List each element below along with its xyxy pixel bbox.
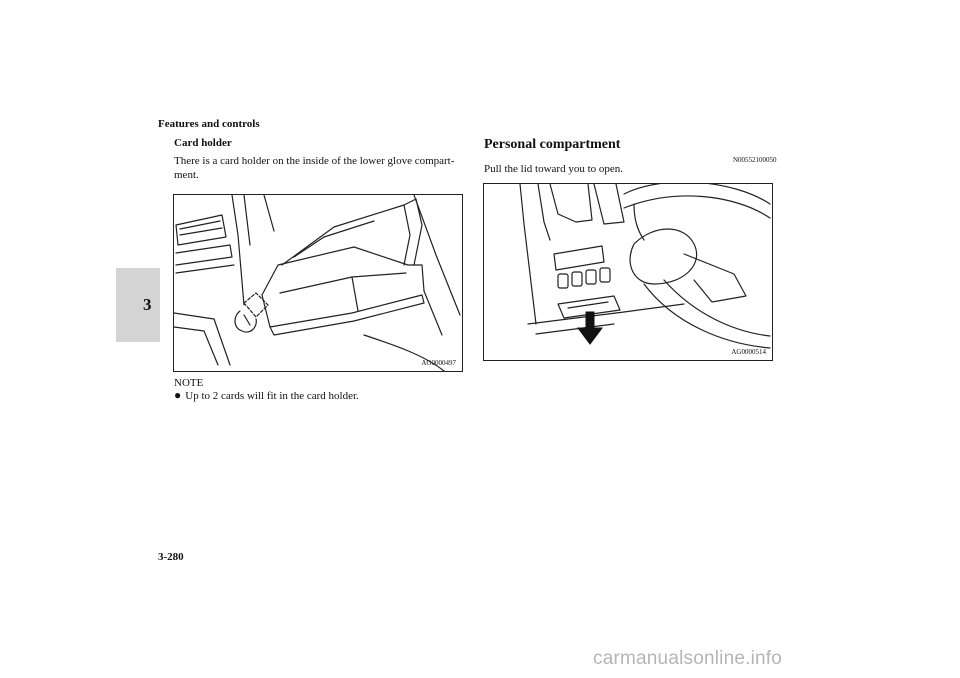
chapter-number: 3: [143, 295, 152, 314]
personal-compartment-title: Personal compartment: [484, 137, 621, 152]
chapter-tab: [116, 268, 160, 342]
card-holder-figure: [173, 194, 463, 372]
watermark: carmanualsonline.info: [593, 648, 783, 669]
figure-code: AG0000514: [731, 348, 766, 356]
card-holder-title: Card holder: [174, 137, 232, 149]
note-item: [174, 388, 359, 403]
section-header: Features and controls: [158, 118, 260, 130]
page-number: 3-280: [158, 551, 184, 563]
section-code: N00552100050: [733, 156, 777, 164]
card-holder-description: There is a card holder on the inside of the lower glove compart-ment.: [174, 155, 455, 181]
personal-compartment-description: Pull the lid toward you to open.: [484, 163, 624, 175]
note-label: NOTE: [174, 377, 204, 389]
glove-compartment-illustration: [174, 195, 462, 371]
figure-code: AG0000497: [421, 359, 456, 367]
personal-compartment-figure: [483, 183, 773, 361]
bullet-icon: ●: [174, 388, 182, 402]
note-text: Up to 2 cards will fit in the card holder.: [185, 390, 359, 402]
steering-column-illustration: [484, 184, 772, 360]
